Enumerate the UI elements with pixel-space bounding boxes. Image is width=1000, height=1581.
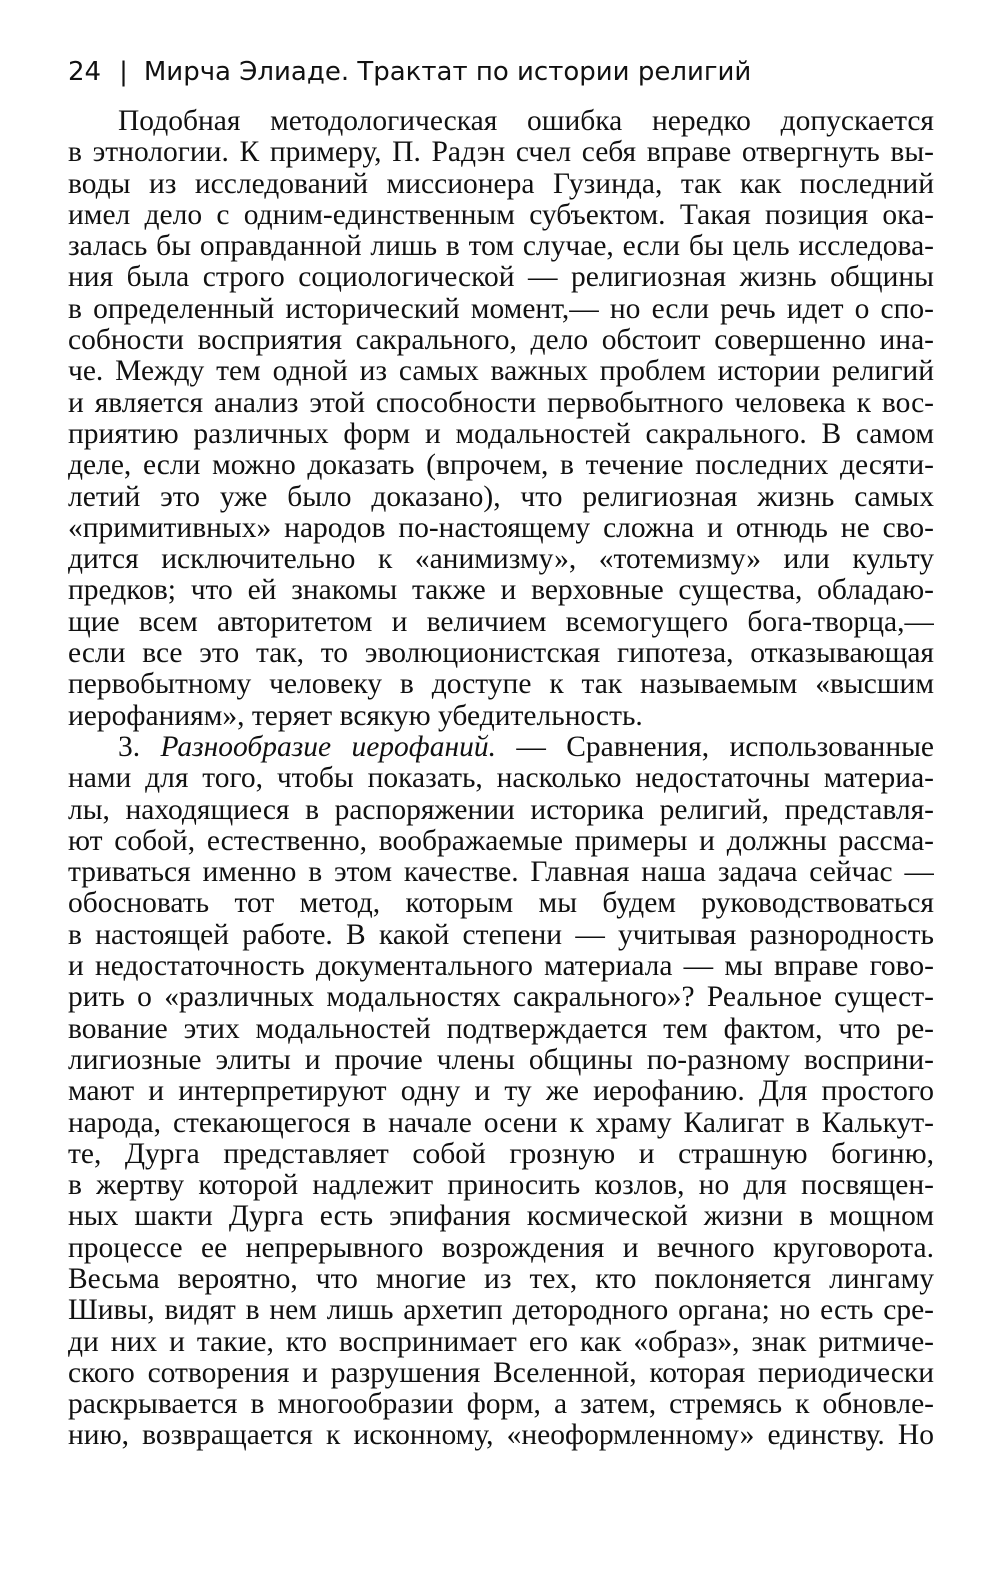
text-line: нию, возвращается к исконному, «неоформленному» единству. Но — [68, 1420, 934, 1452]
body-text — [68, 106, 934, 1452]
text-line: те, Дурга представляет собой грозную и страшную богиню, — [68, 1138, 934, 1170]
text-line: Подобная методологическая ошибка нередко допускается — [118, 106, 934, 137]
section-first-line-text: — Сравнения, использованные — [516, 731, 934, 763]
text-line: предков; что ей знакомы также и верховные существа, обладаю- — [68, 575, 934, 607]
text-line: дится исключительно к «анимизму», «тотемизму» или культу — [68, 544, 934, 576]
text-line: мают и интерпретируют одну и ту же иерофанию. Для простого — [68, 1076, 934, 1108]
text-line: рить о «различных модальностях сакрального»? Реальное сущест- — [68, 982, 934, 1014]
text-line: и является анализ этой способности первобытного человека к вос- — [68, 387, 934, 419]
running-header — [68, 50, 948, 94]
text-line: «примитивных» народов по-настоящему сложна и отнюдь не сво- — [68, 512, 934, 544]
page-number: 24 — [68, 57, 102, 87]
text-line: ния была строго социологической — религиозная жизнь общины — [68, 262, 934, 294]
text-line: в жертву которой надлежит приносить козлов, но для посвящен- — [68, 1170, 934, 1202]
text-line: первобытному человеку в доступе к так называемым «высшим — [68, 669, 934, 701]
text-line: триваться именно в этом качестве. Главная наша задача сейчас — — [68, 857, 934, 889]
text-line: Шивы, видят в нем лишь архетип детородного органа; но есть сре- — [68, 1295, 934, 1327]
text-line: в настоящей работе. В какой степени — учитывая разнородность — [68, 919, 934, 951]
section-title: Разнообразие иерофаний. — [160, 731, 497, 763]
text-line: нами для того, чтобы показать, насколько недостаточны материа- — [68, 763, 934, 795]
text-line: ют собой, естественно, воображаемые примеры и должны рассма- — [68, 825, 934, 857]
text-line: процессе ее непрерывного возрождения и вечного круговорота. — [68, 1232, 934, 1264]
text-line: лы, находящиеся в распоряжении историка религий, представля- — [68, 794, 934, 826]
header-separator: | — [119, 57, 128, 87]
text-line: лигиозные элиты и прочие члены общины по-разному восприни- — [68, 1044, 934, 1076]
text-line: деле, если можно доказать (впрочем, в течение последних десяти- — [68, 450, 934, 482]
text-line: летий это уже было доказано), что религиозная жизнь самых — [68, 481, 934, 513]
running-title: Мирча Элиаде. Трактат по истории религий — [143, 57, 752, 87]
text-line: в определенный исторический момент,— но если речь идет о спо- — [68, 293, 934, 325]
text-line: и недостаточность документального материала — мы вправе гово- — [68, 951, 934, 983]
section-number: 3. — [118, 731, 141, 763]
text-line: щие всем авторитетом и величием всемогущего бога-творца,— — [68, 606, 934, 638]
text-line: имел дело с одним-единственным субъектом. Такая позиция ока- — [68, 199, 934, 231]
text-line: приятию различных форм и модальностей сакрального. В самом — [68, 418, 934, 450]
text-line: че. Между тем одной из самых важных проблем истории религий — [68, 356, 934, 388]
text-line: воды из исследований миссионера Гузинда, так как последний — [68, 168, 934, 200]
text-line: ского сотворения и разрушения Вселенной, которая периодически — [68, 1357, 934, 1389]
text-line: народа, стекающегося в начале осени к храму Калигат в Калькут- — [68, 1107, 934, 1139]
text-line: обосновать тот метод, которым мы будем руководствоваться — [68, 888, 934, 920]
section-heading-line — [68, 732, 934, 763]
text-line: в этнологии. К примеру, П. Радэн счел себя вправе отвергнуть вы- — [68, 137, 934, 169]
text-line: раскрывается в многообразии форм, а затем, стремясь к обновле- — [68, 1389, 934, 1421]
text-line: если все это так, то эволюционистская гипотеза, отказывающая — [68, 638, 934, 670]
text-line: Весьма вероятно, что многие из тех, кто поклоняется лингаму — [68, 1263, 934, 1295]
text-line: ных шакти Дурга есть эпифания космической жизни в мощном — [68, 1201, 934, 1233]
text-line: ди них и такие, кто воспринимает его как «образ», знак ритмиче- — [68, 1326, 934, 1358]
text-line: иерофаниям», теряет всякую убедительность. — [68, 700, 643, 732]
text-line: собности восприятия сакрального, дело обстоит совершенно ина- — [68, 325, 934, 357]
text-line: залась бы оправданной лишь в том случае, если бы цель исследова- — [68, 231, 934, 263]
text-line: вование этих модальностей подтверждается тем фактом, что ре- — [68, 1013, 934, 1045]
